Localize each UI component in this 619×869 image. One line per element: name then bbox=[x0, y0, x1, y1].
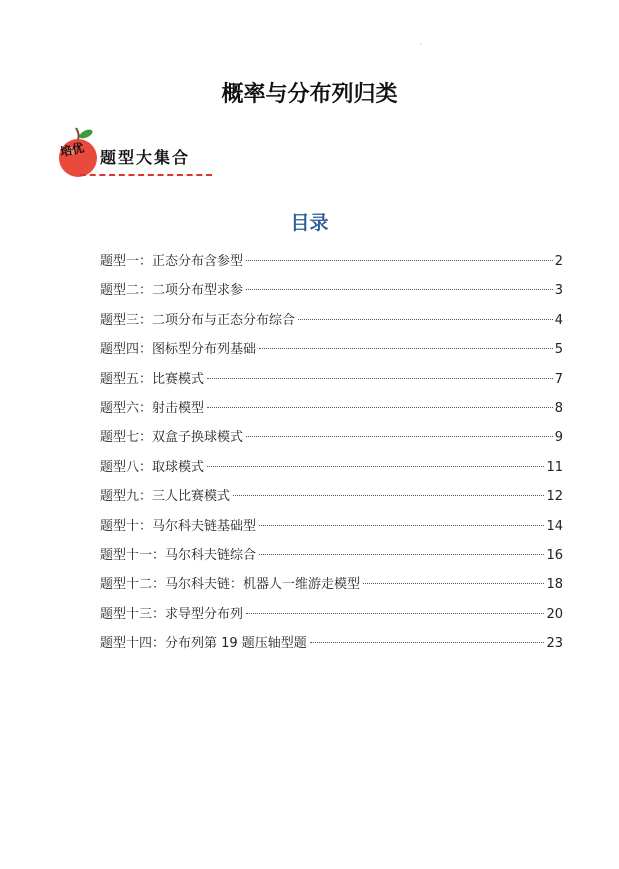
badge-underline bbox=[80, 174, 212, 176]
toc-leader bbox=[246, 260, 553, 261]
toc-item-title[interactable]: 题型十三：求导型分布列 bbox=[100, 606, 244, 622]
toc-item-page[interactable]: 23 bbox=[546, 636, 563, 652]
toc-item-title[interactable]: 题型八：取球模式 bbox=[100, 459, 205, 475]
toc-item[interactable] bbox=[100, 512, 563, 541]
toc-item-page[interactable]: 5 bbox=[554, 342, 563, 358]
document-title: 概率与分布列归类 bbox=[221, 82, 398, 107]
toc-leader bbox=[363, 583, 544, 584]
toc-leader bbox=[207, 466, 544, 467]
toc-leader bbox=[298, 319, 553, 320]
toc-item[interactable] bbox=[100, 600, 563, 629]
toc-leader bbox=[246, 436, 553, 437]
toc-leader bbox=[233, 495, 544, 496]
toc-item-title[interactable]: 题型五：比赛模式 bbox=[100, 371, 205, 387]
toc-item-title[interactable]: 题型七：双盒子换球模式 bbox=[100, 430, 244, 446]
toc-item[interactable] bbox=[100, 247, 563, 276]
toc-item-title[interactable]: 题型六：射击模型 bbox=[100, 400, 205, 416]
toc-item-title[interactable]: 题型十二：马尔科夫链：机器人一维游走模型 bbox=[100, 577, 361, 593]
toc-item-title[interactable]: 题型三：二项分布与正态分布综合 bbox=[100, 312, 296, 328]
toc-item-title[interactable]: 题型二：二项分布型求参 bbox=[100, 283, 244, 299]
toc-item-page[interactable]: 20 bbox=[546, 606, 563, 622]
toc-item[interactable] bbox=[100, 482, 563, 511]
toc-item[interactable] bbox=[100, 394, 563, 423]
badge-title: 题型大集合 bbox=[100, 148, 191, 167]
toc-item[interactable] bbox=[100, 541, 563, 570]
toc-item-page[interactable]: 14 bbox=[546, 518, 563, 534]
toc-item[interactable] bbox=[100, 570, 563, 599]
toc-leader bbox=[207, 378, 553, 379]
toc-item-title[interactable]: 题型十四：分布列第 19 题压轴型题 bbox=[100, 636, 307, 652]
toc-item-page[interactable]: 18 bbox=[546, 577, 563, 593]
toc-item-page[interactable]: 12 bbox=[546, 489, 563, 505]
toc-item-title[interactable]: 题型一：正态分布含参型 bbox=[100, 254, 244, 269]
badge-label: 培优 bbox=[58, 140, 86, 160]
toc-item[interactable] bbox=[100, 276, 563, 305]
toc-item-page[interactable]: 16 bbox=[546, 547, 563, 563]
toc-leader bbox=[207, 407, 553, 408]
toc-heading: 目录 bbox=[290, 212, 329, 234]
toc-item[interactable] bbox=[100, 629, 563, 658]
page-mark: ' bbox=[420, 43, 422, 50]
toc-item[interactable] bbox=[100, 365, 563, 394]
toc-list bbox=[100, 247, 563, 658]
section-badge bbox=[56, 124, 226, 182]
toc-item-page[interactable]: 9 bbox=[554, 430, 563, 446]
toc-item-title[interactable]: 题型十一：马尔科夫链综合 bbox=[100, 547, 257, 563]
toc-leader bbox=[310, 642, 545, 643]
toc-item-page[interactable]: 7 bbox=[554, 371, 563, 387]
toc-item-page[interactable]: 4 bbox=[554, 312, 563, 328]
toc-item[interactable] bbox=[100, 423, 563, 452]
toc-item-title[interactable]: 题型十：马尔科夫链基础型 bbox=[100, 518, 257, 534]
toc-item-title[interactable]: 题型四：图标型分布列基础 bbox=[100, 342, 257, 358]
toc-item-page[interactable]: 11 bbox=[546, 459, 563, 475]
toc-leader bbox=[246, 289, 553, 290]
toc-item-page[interactable]: 2 bbox=[554, 254, 563, 269]
toc-leader bbox=[259, 348, 553, 349]
toc-item-title[interactable]: 题型九：三人比赛模式 bbox=[100, 489, 231, 505]
toc-item[interactable] bbox=[100, 306, 563, 335]
toc-leader bbox=[259, 554, 544, 555]
toc-item-page[interactable]: 8 bbox=[554, 400, 563, 416]
toc-item-page[interactable]: 3 bbox=[554, 283, 563, 299]
toc-leader bbox=[246, 613, 544, 614]
toc-item[interactable] bbox=[100, 453, 563, 482]
toc-item[interactable] bbox=[100, 335, 563, 364]
toc-leader bbox=[259, 525, 544, 526]
